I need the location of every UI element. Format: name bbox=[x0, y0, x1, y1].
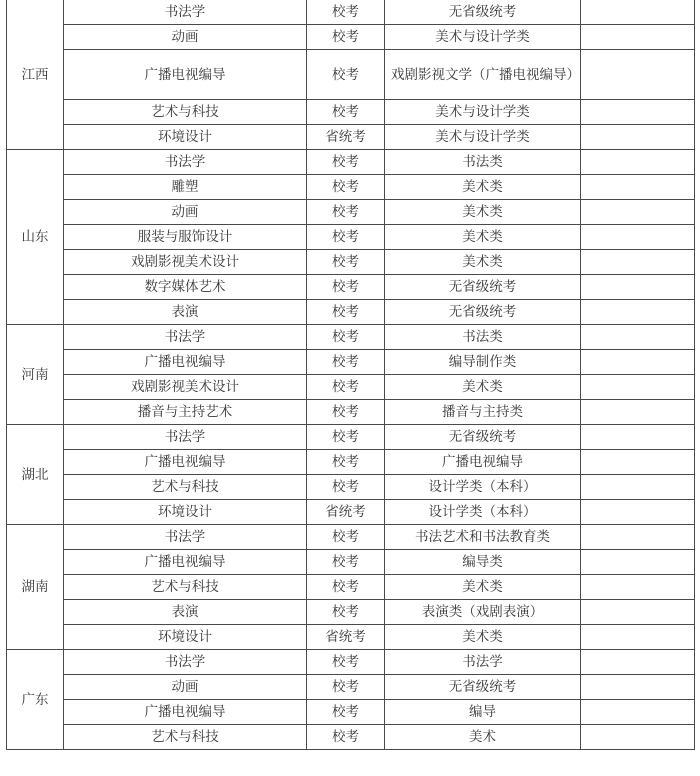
exam-type-cell: 校考 bbox=[307, 700, 385, 725]
table-row bbox=[7, 525, 695, 550]
category-cell: 无省级统考 bbox=[385, 675, 581, 700]
table-row bbox=[7, 0, 695, 25]
extra-cell bbox=[581, 275, 695, 300]
major-cell: 艺术与科技 bbox=[64, 725, 307, 750]
exam-type-cell: 校考 bbox=[307, 250, 385, 275]
major-cell: 播音与主持艺术 bbox=[64, 400, 307, 425]
major-cell: 艺术与科技 bbox=[64, 575, 307, 600]
major-cell: 环境设计 bbox=[64, 125, 307, 150]
extra-cell bbox=[581, 725, 695, 750]
major-cell: 动画 bbox=[64, 200, 307, 225]
exam-type-cell: 省统考 bbox=[307, 625, 385, 650]
exam-type-cell: 校考 bbox=[307, 150, 385, 175]
province-cell: 河南 bbox=[7, 325, 64, 425]
category-cell: 无省级统考 bbox=[385, 425, 581, 450]
table-row bbox=[7, 450, 695, 475]
extra-cell bbox=[581, 575, 695, 600]
province-cell: 湖南 bbox=[7, 525, 64, 650]
major-cell: 戏剧影视美术设计 bbox=[64, 375, 307, 400]
exam-type-cell: 校考 bbox=[307, 600, 385, 625]
category-cell: 无省级统考 bbox=[385, 275, 581, 300]
exam-type-cell: 校考 bbox=[307, 400, 385, 425]
table-row bbox=[7, 700, 695, 725]
category-cell: 戏剧影视文学（广播电视编导） bbox=[385, 50, 581, 100]
major-cell: 表演 bbox=[64, 300, 307, 325]
table-row bbox=[7, 675, 695, 700]
major-cell: 广播电视编导 bbox=[64, 700, 307, 725]
exam-type-cell: 校考 bbox=[307, 650, 385, 675]
category-cell: 美术类 bbox=[385, 225, 581, 250]
table-row bbox=[7, 175, 695, 200]
extra-cell bbox=[581, 525, 695, 550]
major-cell: 表演 bbox=[64, 600, 307, 625]
table-row bbox=[7, 125, 695, 150]
category-cell: 书法类 bbox=[385, 150, 581, 175]
category-cell: 美术类 bbox=[385, 625, 581, 650]
category-cell: 播音与主持类 bbox=[385, 400, 581, 425]
extra-cell bbox=[581, 250, 695, 275]
extra-cell bbox=[581, 25, 695, 50]
major-cell: 书法学 bbox=[64, 325, 307, 350]
table-row bbox=[7, 625, 695, 650]
table-body bbox=[7, 0, 695, 750]
exam-type-cell: 校考 bbox=[307, 275, 385, 300]
extra-cell bbox=[581, 100, 695, 125]
admissions-table bbox=[6, 0, 695, 750]
extra-cell bbox=[581, 225, 695, 250]
category-cell: 美术与设计学类 bbox=[385, 125, 581, 150]
table-row bbox=[7, 250, 695, 275]
table-row bbox=[7, 600, 695, 625]
province-cell: 广东 bbox=[7, 650, 64, 750]
table-row bbox=[7, 425, 695, 450]
category-cell: 书法学 bbox=[385, 650, 581, 675]
major-cell: 动画 bbox=[64, 675, 307, 700]
exam-type-cell: 校考 bbox=[307, 300, 385, 325]
category-cell: 无省级统考 bbox=[385, 0, 581, 25]
table-row bbox=[7, 500, 695, 525]
major-cell: 书法学 bbox=[64, 525, 307, 550]
extra-cell bbox=[581, 625, 695, 650]
major-cell: 书法学 bbox=[64, 425, 307, 450]
extra-cell bbox=[581, 50, 695, 100]
major-cell: 书法学 bbox=[64, 650, 307, 675]
major-cell: 戏剧影视美术设计 bbox=[64, 250, 307, 275]
major-cell: 艺术与科技 bbox=[64, 475, 307, 500]
exam-type-cell: 校考 bbox=[307, 475, 385, 500]
table-row bbox=[7, 475, 695, 500]
province-cell: 山东 bbox=[7, 150, 64, 325]
category-cell: 美术与设计学类 bbox=[385, 100, 581, 125]
extra-cell bbox=[581, 350, 695, 375]
extra-cell bbox=[581, 675, 695, 700]
category-cell: 表演类（戏剧表演） bbox=[385, 600, 581, 625]
table-row bbox=[7, 150, 695, 175]
exam-type-cell: 校考 bbox=[307, 325, 385, 350]
category-cell: 编导 bbox=[385, 700, 581, 725]
exam-type-cell: 校考 bbox=[307, 675, 385, 700]
major-cell: 数字媒体艺术 bbox=[64, 275, 307, 300]
table-row bbox=[7, 275, 695, 300]
category-cell: 无省级统考 bbox=[385, 300, 581, 325]
exam-type-cell: 校考 bbox=[307, 575, 385, 600]
exam-type-cell: 校考 bbox=[307, 225, 385, 250]
extra-cell bbox=[581, 600, 695, 625]
extra-cell bbox=[581, 475, 695, 500]
table-row bbox=[7, 300, 695, 325]
extra-cell bbox=[581, 125, 695, 150]
major-cell: 广播电视编导 bbox=[64, 50, 307, 100]
extra-cell bbox=[581, 175, 695, 200]
category-cell: 编导类 bbox=[385, 550, 581, 575]
exam-type-cell: 校考 bbox=[307, 425, 385, 450]
extra-cell bbox=[581, 550, 695, 575]
table-row bbox=[7, 400, 695, 425]
table-row bbox=[7, 650, 695, 675]
table-row bbox=[7, 225, 695, 250]
extra-cell bbox=[581, 150, 695, 175]
table-row bbox=[7, 350, 695, 375]
category-cell: 设计学类（本科） bbox=[385, 500, 581, 525]
category-cell: 美术类 bbox=[385, 375, 581, 400]
extra-cell bbox=[581, 200, 695, 225]
province-cell: 湖北 bbox=[7, 425, 64, 525]
table-row bbox=[7, 100, 695, 125]
category-cell: 编导制作类 bbox=[385, 350, 581, 375]
category-cell: 美术与设计学类 bbox=[385, 25, 581, 50]
exam-type-cell: 校考 bbox=[307, 525, 385, 550]
major-cell: 书法学 bbox=[64, 150, 307, 175]
major-cell: 动画 bbox=[64, 25, 307, 50]
exam-type-cell: 省统考 bbox=[307, 500, 385, 525]
table-row bbox=[7, 25, 695, 50]
table-row bbox=[7, 575, 695, 600]
exam-type-cell: 校考 bbox=[307, 0, 385, 25]
exam-type-cell: 校考 bbox=[307, 450, 385, 475]
major-cell: 广播电视编导 bbox=[64, 350, 307, 375]
extra-cell bbox=[581, 650, 695, 675]
exam-type-cell: 校考 bbox=[307, 550, 385, 575]
major-cell: 广播电视编导 bbox=[64, 450, 307, 475]
category-cell: 美术类 bbox=[385, 175, 581, 200]
category-cell: 美术类 bbox=[385, 250, 581, 275]
province-cell: 江西 bbox=[7, 0, 64, 150]
exam-type-cell: 校考 bbox=[307, 200, 385, 225]
category-cell: 美术类 bbox=[385, 200, 581, 225]
exam-type-cell: 校考 bbox=[307, 100, 385, 125]
exam-type-cell: 省统考 bbox=[307, 125, 385, 150]
table-row bbox=[7, 325, 695, 350]
exam-type-cell: 校考 bbox=[307, 50, 385, 100]
major-cell: 雕塑 bbox=[64, 175, 307, 200]
extra-cell bbox=[581, 450, 695, 475]
exam-type-cell: 校考 bbox=[307, 350, 385, 375]
table-row bbox=[7, 550, 695, 575]
table-row bbox=[7, 725, 695, 750]
extra-cell bbox=[581, 500, 695, 525]
major-cell: 广播电视编导 bbox=[64, 550, 307, 575]
extra-cell bbox=[581, 700, 695, 725]
exam-type-cell: 校考 bbox=[307, 25, 385, 50]
category-cell: 书法艺术和书法教育类 bbox=[385, 525, 581, 550]
major-cell: 艺术与科技 bbox=[64, 100, 307, 125]
extra-cell bbox=[581, 375, 695, 400]
category-cell: 广播电视编导 bbox=[385, 450, 581, 475]
extra-cell bbox=[581, 425, 695, 450]
major-cell: 环境设计 bbox=[64, 500, 307, 525]
category-cell: 设计学类（本科） bbox=[385, 475, 581, 500]
major-cell: 环境设计 bbox=[64, 625, 307, 650]
extra-cell bbox=[581, 325, 695, 350]
exam-type-cell: 校考 bbox=[307, 375, 385, 400]
table-row bbox=[7, 375, 695, 400]
category-cell: 美术 bbox=[385, 725, 581, 750]
exam-type-cell: 校考 bbox=[307, 725, 385, 750]
major-cell: 书法学 bbox=[64, 0, 307, 25]
table-row bbox=[7, 200, 695, 225]
extra-cell bbox=[581, 400, 695, 425]
exam-type-cell: 校考 bbox=[307, 175, 385, 200]
category-cell: 美术类 bbox=[385, 575, 581, 600]
extra-cell bbox=[581, 300, 695, 325]
extra-cell bbox=[581, 0, 695, 25]
category-cell: 书法类 bbox=[385, 325, 581, 350]
major-cell: 服装与服饰设计 bbox=[64, 225, 307, 250]
table-row bbox=[7, 50, 695, 100]
